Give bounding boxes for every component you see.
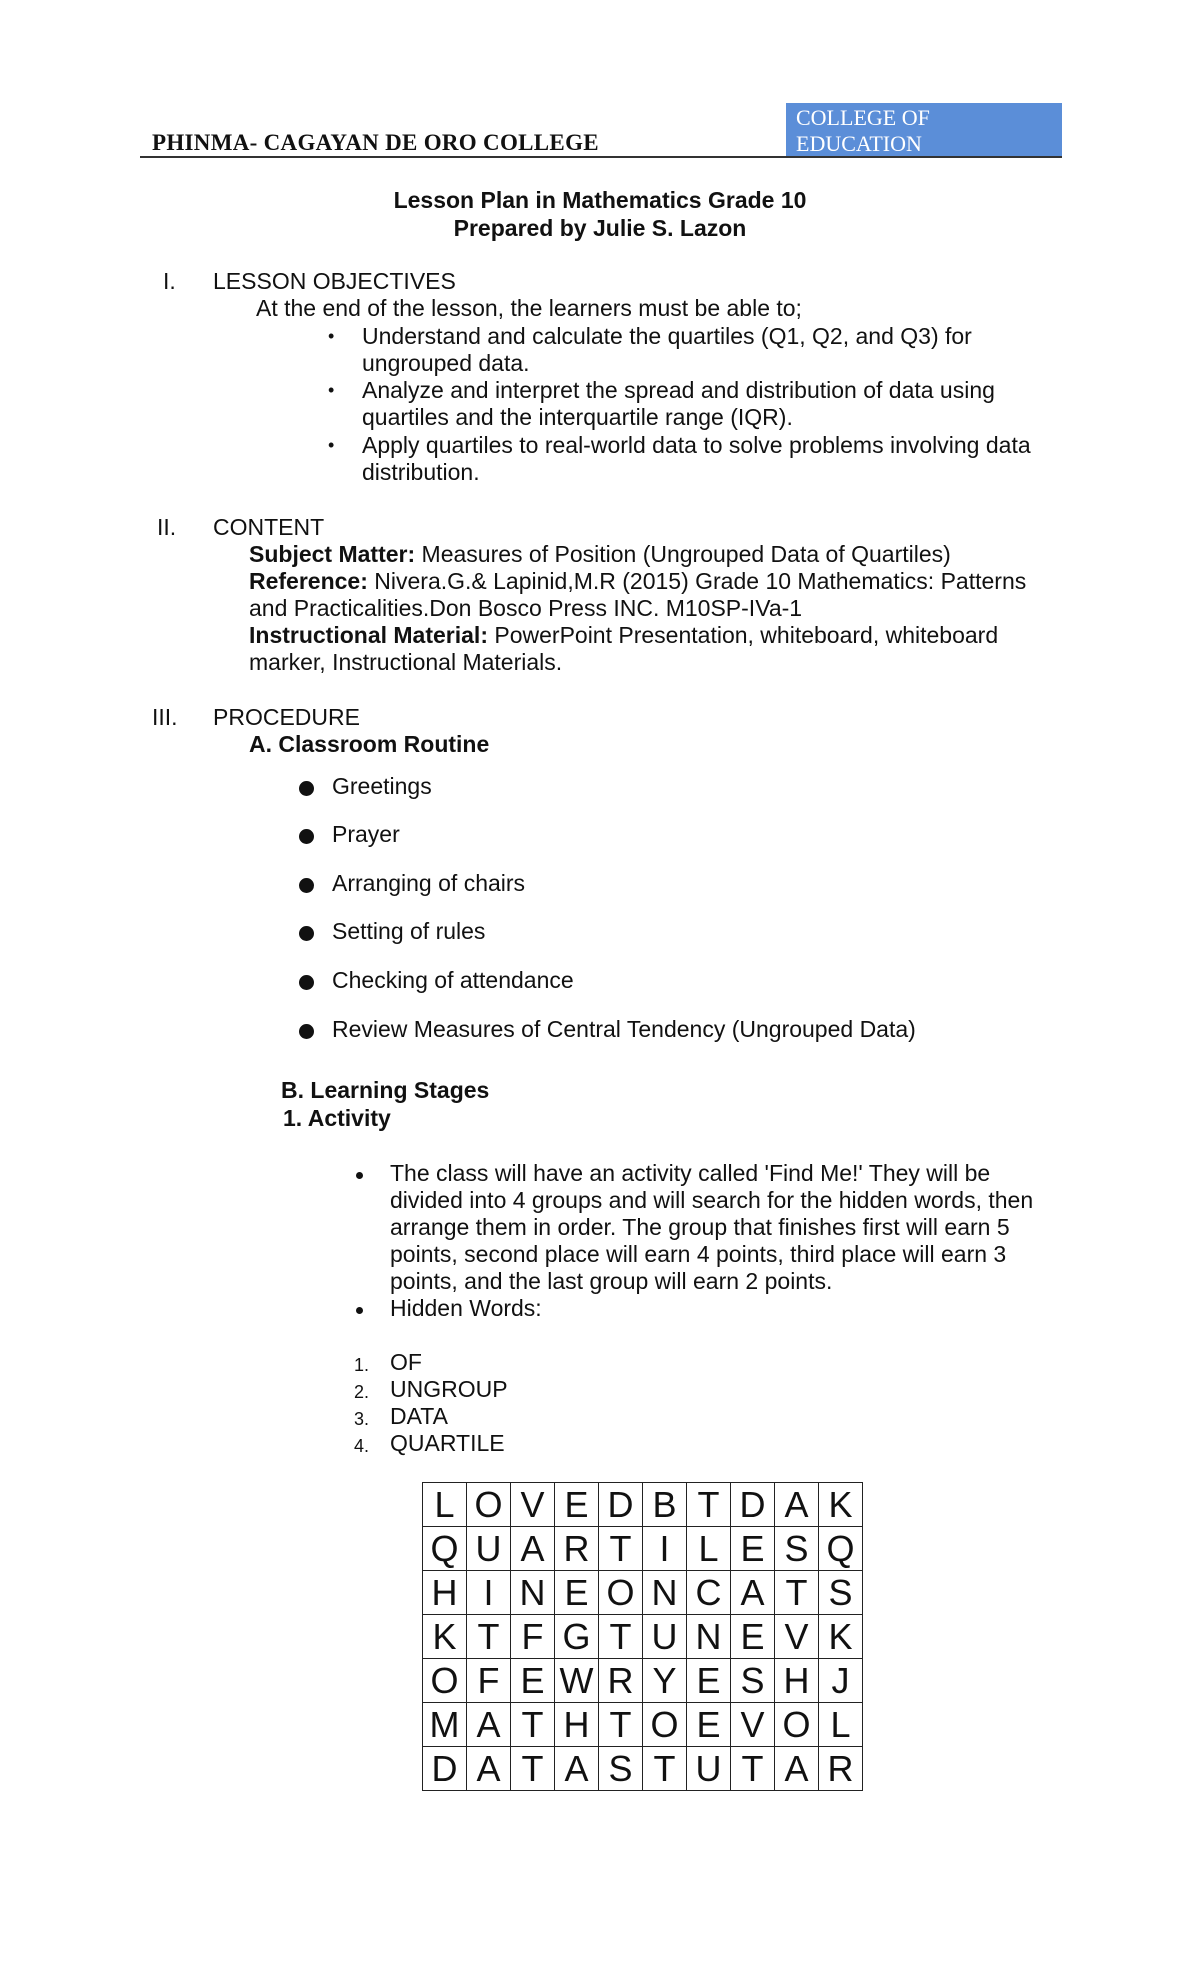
puzzle-cell: V [731,1703,775,1747]
puzzle-cell: L [687,1527,731,1571]
puzzle-cell: V [511,1483,555,1527]
bullet-dot-icon [299,878,314,893]
reference-value: Nivera.G.& Lapinid,M.R (2015) Grade 10 Mathematics: Patterns [374,568,1027,594]
puzzle-cell: M [423,1703,467,1747]
word-search-grid [422,1482,863,1791]
bullet-icon: • [328,380,335,400]
puzzle-cell: D [599,1483,643,1527]
puzzle-cell: T [511,1747,555,1791]
puzzle-cell: K [819,1483,863,1527]
puzzle-row [423,1527,863,1571]
puzzle-cell: A [511,1527,555,1571]
puzzle-cell: A [467,1703,511,1747]
college-line2: EDUCATION [796,131,922,156]
puzzle-cell: Q [819,1527,863,1571]
puzzle-row [423,1615,863,1659]
puzzle-cell: Y [643,1659,687,1703]
puzzle-cell: F [467,1659,511,1703]
puzzle-cell: T [467,1615,511,1659]
puzzle-cell: T [599,1703,643,1747]
objective-item-1-line1: Understand and calculate the quartiles (Q1, Q2, and Q3) for [362,323,972,349]
activity-line-3: arrange them in order. The group that finishes first will earn 5 [390,1214,1010,1240]
puzzle-cell: T [775,1571,819,1615]
puzzle-cell: E [731,1615,775,1659]
puzzle-cell: K [819,1615,863,1659]
reference-label: Reference: [249,568,368,594]
puzzle-cell: T [731,1747,775,1791]
puzzle-cell: E [555,1483,599,1527]
puzzle-cell: O [599,1571,643,1615]
routine-item-2: Prayer [332,821,400,847]
hidden-word-number-3: 3. [354,1409,370,1429]
puzzle-cell: A [731,1571,775,1615]
puzzle-cell: T [599,1527,643,1571]
puzzle-cell: E [687,1703,731,1747]
routine-item-6: Review Measures of Central Tendency (Ungrouped Data) [332,1016,916,1042]
puzzle-cell: E [555,1571,599,1615]
objective-item-3-line1: Apply quartiles to real-world data to solve problems involving data [362,432,1031,458]
puzzle-row [423,1703,863,1747]
material-label: Instructional Material: [249,622,488,648]
bullet-dot-icon [299,1024,314,1039]
subject-matter [249,541,951,568]
puzzle-cell: Q [423,1527,467,1571]
puzzle-cell: L [819,1703,863,1747]
puzzle-cell: A [467,1747,511,1791]
reference-line1 [249,568,1026,595]
puzzle-cell: U [643,1615,687,1659]
puzzle-cell: B [643,1483,687,1527]
section-numeral-2: II. [157,514,177,540]
page-title: Lesson Plan in Mathematics Grade 10 [393,187,807,213]
hidden-word-number-4: 4. [354,1436,370,1456]
puzzle-cell: H [775,1659,819,1703]
material-line2: marker, Instructional Materials. [249,649,563,675]
puzzle-cell: T [687,1483,731,1527]
activity-line-5: points, and the last group will earn 2 points. [390,1268,833,1294]
section-numeral-1: I. [163,268,176,294]
puzzle-cell: F [511,1615,555,1659]
puzzle-cell: D [731,1483,775,1527]
puzzle-cell: R [555,1527,599,1571]
routine-item-4: Setting of rules [332,918,486,944]
puzzle-row [423,1483,863,1527]
hidden-word-2: UNGROUP [390,1376,508,1402]
subject-label: Subject Matter: [249,541,416,567]
hidden-word-4: QUARTILE [390,1430,505,1456]
objective-item-2-line1: Analyze and interpret the spread and distribution of data using [362,377,995,403]
puzzle-cell: N [511,1571,555,1615]
bullet-icon: • [328,326,335,346]
puzzle-cell: R [599,1659,643,1703]
puzzle-cell: V [775,1615,819,1659]
routine-item-1: Greetings [332,773,432,799]
routine-item-5: Checking of attendance [332,967,574,993]
section-heading-content: CONTENT [213,514,325,540]
bullet-icon: • [328,435,335,455]
puzzle-cell: K [423,1615,467,1659]
college-line1: COLLEGE OF [796,105,930,130]
stages-heading: B. Learning Stages [281,1077,490,1103]
objective-item-2-line2: quartiles and the interquartile range (IQR). [362,404,793,430]
puzzle-cell: U [467,1527,511,1571]
school-name: PHINMA- CAGAYAN DE ORO COLLEGE [152,130,599,155]
section-numeral-3: III. [152,704,178,730]
objective-item-1-line2: ungrouped data. [362,350,530,376]
puzzle-cell: T [643,1747,687,1791]
activity-line-4: points, second place will earn 4 points, third place will earn 3 [390,1241,1007,1267]
puzzle-cell: E [731,1527,775,1571]
hidden-word-number-2: 2. [354,1382,370,1402]
puzzle-row [423,1659,863,1703]
routine-heading: A. Classroom Routine [249,731,490,757]
puzzle-cell: T [599,1615,643,1659]
bullet-dot-icon [299,781,314,796]
bullet-dot-icon [299,829,314,844]
objectives-intro: At the end of the lesson, the learners must be able to; [256,295,802,321]
puzzle-cell: E [687,1659,731,1703]
puzzle-cell: O [423,1659,467,1703]
puzzle-cell: W [555,1659,599,1703]
puzzle-cell: H [555,1703,599,1747]
puzzle-cell: C [687,1571,731,1615]
puzzle-cell: A [775,1483,819,1527]
puzzle-cell: A [555,1747,599,1791]
puzzle-cell: N [687,1615,731,1659]
puzzle-cell: O [467,1483,511,1527]
puzzle-cell: A [775,1747,819,1791]
puzzle-cell: T [511,1703,555,1747]
hidden-word-1: OF [390,1349,422,1375]
puzzle-cell: H [423,1571,467,1615]
hidden-words-label: Hidden Words: [390,1295,542,1321]
material-value: PowerPoint Presentation, whiteboard, whiteboard [494,622,999,648]
objective-item-3-line2: distribution. [362,459,480,485]
puzzle-cell: G [555,1615,599,1659]
puzzle-cell: D [423,1747,467,1791]
activity-line-2: divided into 4 groups and will search for the hidden words, then [390,1187,1034,1213]
puzzle-cell: R [819,1747,863,1791]
subject-value: Measures of Position (Ungrouped Data of Quartiles) [421,541,951,567]
section-heading-objectives: LESSON OBJECTIVES [213,268,456,294]
puzzle-cell: U [687,1747,731,1791]
puzzle-cell: E [511,1659,555,1703]
routine-item-3: Arranging of chairs [332,870,526,896]
bullet-dot-icon [299,926,314,941]
material-line1 [249,622,998,649]
puzzle-cell: L [423,1483,467,1527]
hidden-word-number-1: 1. [354,1355,370,1375]
puzzle-cell: J [819,1659,863,1703]
puzzle-row [423,1571,863,1615]
header-rule [140,156,1062,158]
puzzle-cell: S [599,1747,643,1791]
bullet-dot-icon [299,975,314,990]
puzzle-cell: S [819,1571,863,1615]
puzzle-cell: N [643,1571,687,1615]
page-subtitle: Prepared by Julie S. Lazon [453,215,747,241]
section-heading-procedure: PROCEDURE [213,704,360,730]
puzzle-cell: O [775,1703,819,1747]
puzzle-cell: O [643,1703,687,1747]
activity-heading: 1. Activity [283,1105,391,1131]
puzzle-row [423,1747,863,1791]
puzzle-cell: S [775,1527,819,1571]
puzzle-cell: S [731,1659,775,1703]
activity-line-1: The class will have an activity called 'Find Me!' They will be [390,1160,991,1186]
puzzle-cell: I [643,1527,687,1571]
bullet-icon [356,1172,363,1179]
puzzle-cell: I [467,1571,511,1615]
college-badge [786,103,1062,157]
bullet-icon [356,1307,363,1314]
reference-line2: and Practicalities.Don Bosco Press INC. M10SP-IVa-1 [249,595,803,621]
hidden-word-3: DATA [390,1403,448,1429]
